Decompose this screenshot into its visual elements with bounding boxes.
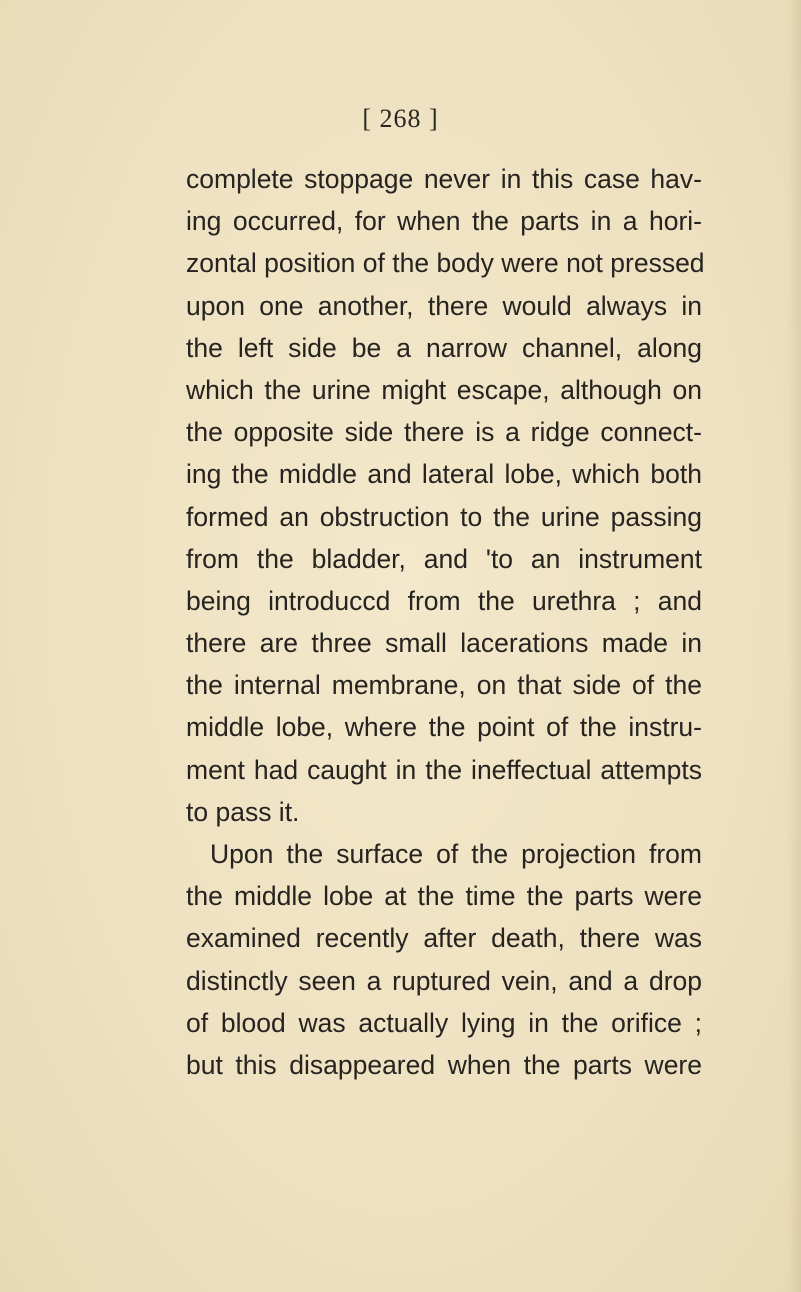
text-line: upon one another, there would always in — [186, 290, 702, 321]
body-text — [186, 158, 705, 1086]
text-line: the opposite side there is a ridge connect- — [186, 417, 702, 448]
text-line: Upon the surface of the projection from — [210, 839, 702, 869]
text-line: ment had caught in the ineffectual attempts — [186, 754, 702, 785]
text-line: from the bladder, and 'to an instrument — [186, 543, 702, 574]
text-line: the internal membrane, on that side of the — [186, 670, 702, 701]
text-line: formed an obstruction to the urine passing — [186, 501, 702, 532]
text-line: middle lobe, where the point of the instru- — [186, 712, 702, 743]
text-line: which the urine might escape, although on — [186, 374, 702, 405]
text-line: there are three small lacerations made in — [186, 628, 702, 659]
text-line: examined recently after death, there was — [186, 923, 702, 954]
text-line: complete stoppage never in this case hav- — [186, 164, 702, 194]
text-line: being introduccd from the urethra ; and — [186, 585, 702, 616]
text-line: ing occurred, for when the parts in a hori- — [186, 206, 702, 237]
text-line: zontal position of the body were not pressed — [186, 248, 705, 279]
text-line: ing the middle and lateral lobe, which both — [186, 459, 702, 490]
page-edge-shadow — [787, 0, 801, 1292]
text-line: the left side be a narrow channel, along — [186, 332, 702, 363]
text-line: to pass it. — [186, 796, 300, 827]
text-line: distinctly seen a ruptured vein, and a drop — [186, 965, 702, 996]
text-line: the middle lobe at the time the parts were — [186, 881, 702, 912]
page-number-header: [ 268 ] — [362, 104, 439, 133]
text-line: but this disappeared when the parts were — [186, 1049, 702, 1080]
text-line: of blood was actually lying in the orifice ; — [186, 1007, 702, 1038]
